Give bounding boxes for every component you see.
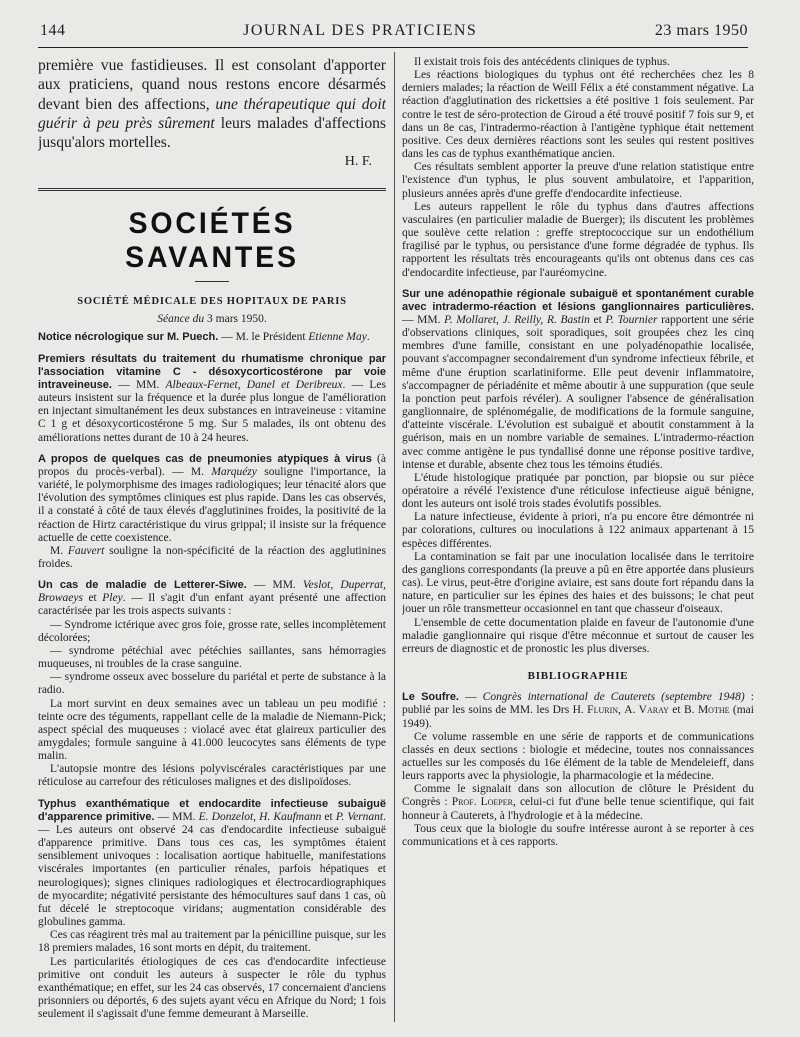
- paragraph: La mort survint en deux semaines avec un tableau un peu modifié : teinte ocre des téguments, rappellant celle de la maladie de Niemann-Pick; aspect spécial des muqueuses : violacé avec état glaireux particulier des amygdales; formule sanguine à 41.000 leucocytes sans éléments de type malin.: [38, 697, 386, 763]
- paragraph: La nature infectieuse, évidente à priori, n'a pu encore être démontrée ni par colorations, cultures ou inoculations à 122 animaux appartenant à 15 espèces différentes.: [402, 511, 754, 550]
- paragraph: Tous ceux que la biologie du soufre intéresse auront à se reporter à ces communications et à ces rapports.: [402, 822, 754, 848]
- page-number: 144: [40, 22, 66, 39]
- article-typhus: Typhus exanthématique et endocardite infectieuse subaiguë d'apparence primitive. — MM. E. Donzelot, H. Kaufmann et P. Vernant. — Les auteurs ont observé 24 cas d'endocardite infectieuse subaiguë d'apparence primitive. Dans tous ces cas, les symptômes étaient sensiblement univoques : localisation aortique habituelle, manifestations viscérales importantes (en particulier rénales, parfois hépatiques et neurologiques); signes cliniques radiologiques et électrocardiographiques de myocardite; négativité persistante des hémocultures sauf dans 1 cas, où fut décelé le streptocoque viridans; augmentation considérable des globulines gamma.: [38, 797, 386, 929]
- running-header: [40, 22, 748, 46]
- paragraph: — syndrome osseux avec bosselure du pariétal et perte de substance à la radio.: [38, 671, 386, 697]
- bibliography-heading: BIBLIOGRAPHIE: [527, 670, 629, 683]
- paragraph: Il existait trois fois des antécédents cliniques de typhus.: [414, 56, 670, 68]
- paragraph: Les particularités étiologiques de ces cas d'endocardite infectieuse primitive ont conduit les auteurs à suspecter le rôle du typhus exanthématique; en effet, sur les 24 cas observés, 17 concernaient d'anciens prisonniers ou déportés, 6 des sujets ayant vécu en Afrique du Nord; 1 fois seulement il s'agissait d'une femme demeurant à Marseille.: [38, 955, 386, 1021]
- signature: H. F.: [344, 154, 372, 170]
- paragraph: L'étude histologique pratiquée par ponction, par biopsie ou sur pièce opératoire a révélé l'existence d'une réticulose infectieuse aiguë bénigne, dont les auteurs ont isolé trois stades évolutifs possibles.: [402, 471, 754, 511]
- paragraph: Comme le signalait dans son allocution de clôture le Président du Congrès : Prof. Loeper, celui-ci fut d'une belle tenue scientifique, qui fait honneur à Cauterets, à l'hydrologie et à la médecine.: [402, 783, 754, 822]
- article-notice: Notice nécrologique sur M. Puech. — M. le Président Etienne May.: [38, 331, 370, 344]
- paragraph: Les auteurs rappellent le rôle du typhus dans d'autres affections vasculaires (en particulier maladie de Buerger); ils discutent les problèmes que soulève cette relation : greffe streptococcique sur un endothélium fragilisé par le typhus, ou persistance d'une forme dégradée de typhus. Ils rapportent les résultats très encourageants qu'ils ont obtenus dans ces cas d'endocardite infectieuse, par l'auréomycine.: [402, 200, 754, 279]
- intro-paragraph: première vue fastidieuses. Il est consolant d'apporter aux praticiens, quand nous restons encore désarmés devant bien des affections, une thérapeutique qui doit guérir à peu près sûrement leurs malades d'affections jusqu'alors mortelles.: [38, 57, 386, 152]
- society-heading: SOCIÉTÉ MÉDICALE DES HOPITAUX DE PARIS: [77, 296, 347, 308]
- articles-left: [38, 331, 386, 1021]
- paragraph: M. Fauvert souligne la non-spécificité de la réaction des agglutinines froides.: [38, 544, 386, 570]
- header-rule: [38, 47, 748, 48]
- issue-date: 23 mars 1950: [654, 22, 748, 39]
- article-rhumatisme: Premiers résultats du traitement du rhumatisme chronique par l'association vitamine C - désoxycorticostérone par voie intraveineuse. — MM. Albeaux-Fernet, Danel et Deribreux. — Les auteurs insistent sur la fréquence et la durée plus longue de l'amélioration en injectant simultanément les deux substances en intraveineuse : vitamine C 1 g et désoxycorticostérone 5 mg. Sur 5 malades, ils ont obtenu des améliorations nettes durant de 10 à 24 heures.: [38, 352, 386, 444]
- column-divider: [394, 52, 395, 1022]
- article-letterer-siwe: Un cas de maladie de Letterer-Siwe. — MM. Veslot, Duperrat, Browaeys et Pley. — Il s'agit d'un enfant ayant présenté une affection caractérisée par les trois aspects suivants :: [38, 579, 386, 618]
- left-column: [38, 56, 386, 1026]
- article-pneumonies: A propos de quelques cas de pneumonies atypiques à virus (à propos du procès-verbal). — M. Marquézy souligne l'importance, la variété, le polymorphisme des images radiologiques; leur ténacité alors que l'évolution des symptômes cliniques est plus rapide. Dans les cas observés, il a constaté à côté de taux élevés d'agglutinines froides, la positivité de la réaction de Hirtz caractéristique du virus grippal; il insiste sur la fréquence actuelle de cette coexistence.: [38, 452, 386, 544]
- paragraph: Les réactions biologiques du typhus ont été recherchées chez les 8 derniers malades; la réaction de Weill Félix a été constamment négative. La réaction d'agglutination des rickettsies a été positive 1 fois seulement. Par contre le test de séro-protection de Giroud a été trouvé positif 7 fois sur 9, et dans un 8e cas, l'intradermo-réaction à l'antigène typhique était nettement positive. Ces deux dernières réactions sont les seules qui restent positives dans les cas de typhus exanthématique ancien.: [402, 69, 754, 161]
- double-rule: [38, 188, 386, 191]
- session-date: Séance du 3 mars 1950.: [157, 313, 267, 326]
- journal-title: JOURNAL DES PRATICIENS: [243, 22, 478, 39]
- paragraph: La contamination se fait par une inoculation localisée dans le territoire des ganglions correspondants (la preuve a pû en être apportée dans plusieurs cas). Le virus, peut-être d'origine aviaire, est sans doute fort répandu dans la nature, en particulier sur les épines des haies et des buissons; le chat peut jouer un rôle transmetteur occasionnel en tant que chasseur d'oiseaux.: [402, 550, 754, 616]
- paragraph: L'autopsie montre des lésions polyviscérales caractéristiques par une réticulose au carrefour des réticuloses malignes et des dislipoïdoses.: [38, 763, 386, 789]
- short-rule: [195, 281, 229, 282]
- paragraph: Ces cas réagirent très mal au traitement par la pénicilline puisque, sur les 18 premiers malades, 16 sont morts en dépit, du traitement.: [38, 929, 386, 955]
- right-column: [402, 56, 754, 1026]
- paragraph: Ces résultats semblent apporter la preuve d'une relation statistique entre l'existence d'un typhus, le plus souvent ambulatoire, et l'apparition, plusieurs années après d'une greffe d'endocardite infectieuse.: [402, 161, 754, 200]
- paragraph: — syndrome pétéchial avec pétéchies saillantes, sans hémorragies muqueuses, ni troubles de la crase sanguine.: [38, 644, 386, 671]
- article-adenopathie: Sur une adénopathie régionale subaiguë et spontanément curable avec intradermo-réaction et lésions ganglionnaires particulières. — MM. P. Mollaret, J. Reilly, R. Bastin et P. Tournier rapportent une série d'observations cliniques, soit sporadiques, soit groupées chez les cinq membres d'une famille, consistant en une polyadénopathie localisée, pouvant s'accompagner secondairement d'un syndrome infectieux fébrile, et même d'une éruption scarlatiniforme. Elle peut devenir inflammatoire, s'accompagner de périadénite et même aboutir à une suppuration (que seule la ponction peut parfois révéler). A souligner l'absence de généralisation ganglionnaire, de splénomégalie, de modifications de la formule sanguine, d'atteinte viscérale. L'évolution est subaiguë et aboutit constamment à la guérison, mais en un nombre variable de semaines. L'intradermo-réaction avec comme antigène le pus tyndallisé donne une réponse positive tardive, intense et durable, absente chez tous les témoins étudiés.: [402, 287, 754, 471]
- paragraph: L'ensemble de cette documentation plaide en faveur de l'autonomie d'une maladie ganglionnaire qui risque d'être méconnue et surtout de causer les erreurs de diagnostic et de pronostic les plus diverses.: [402, 616, 754, 655]
- bibliography-entry: Le Soufre. — Congrès international de Cauterets (septembre 1948) : publié par les soins de MM. les Drs H. Flurin, A. Varay et B. Mothe (mai 1949).: [402, 691, 754, 730]
- articles-right: [402, 56, 754, 849]
- paragraph: Ce volume rassemble en une série de rapports et de communications classés en deux sections : biologie et médecine, toutes nos connaissances actuelles sur les composés du 16e élément de la table de Mendeleieff, dans leurs rapports avec la physiologie, la pharmacologie et la médecine.: [402, 730, 754, 783]
- section-title: SOCIÉTÉS SAVANTES: [125, 207, 299, 275]
- paragraph: — Syndrome ictérique avec gros foie, grosse rate, selles incomplètement décolorées;: [38, 618, 386, 644]
